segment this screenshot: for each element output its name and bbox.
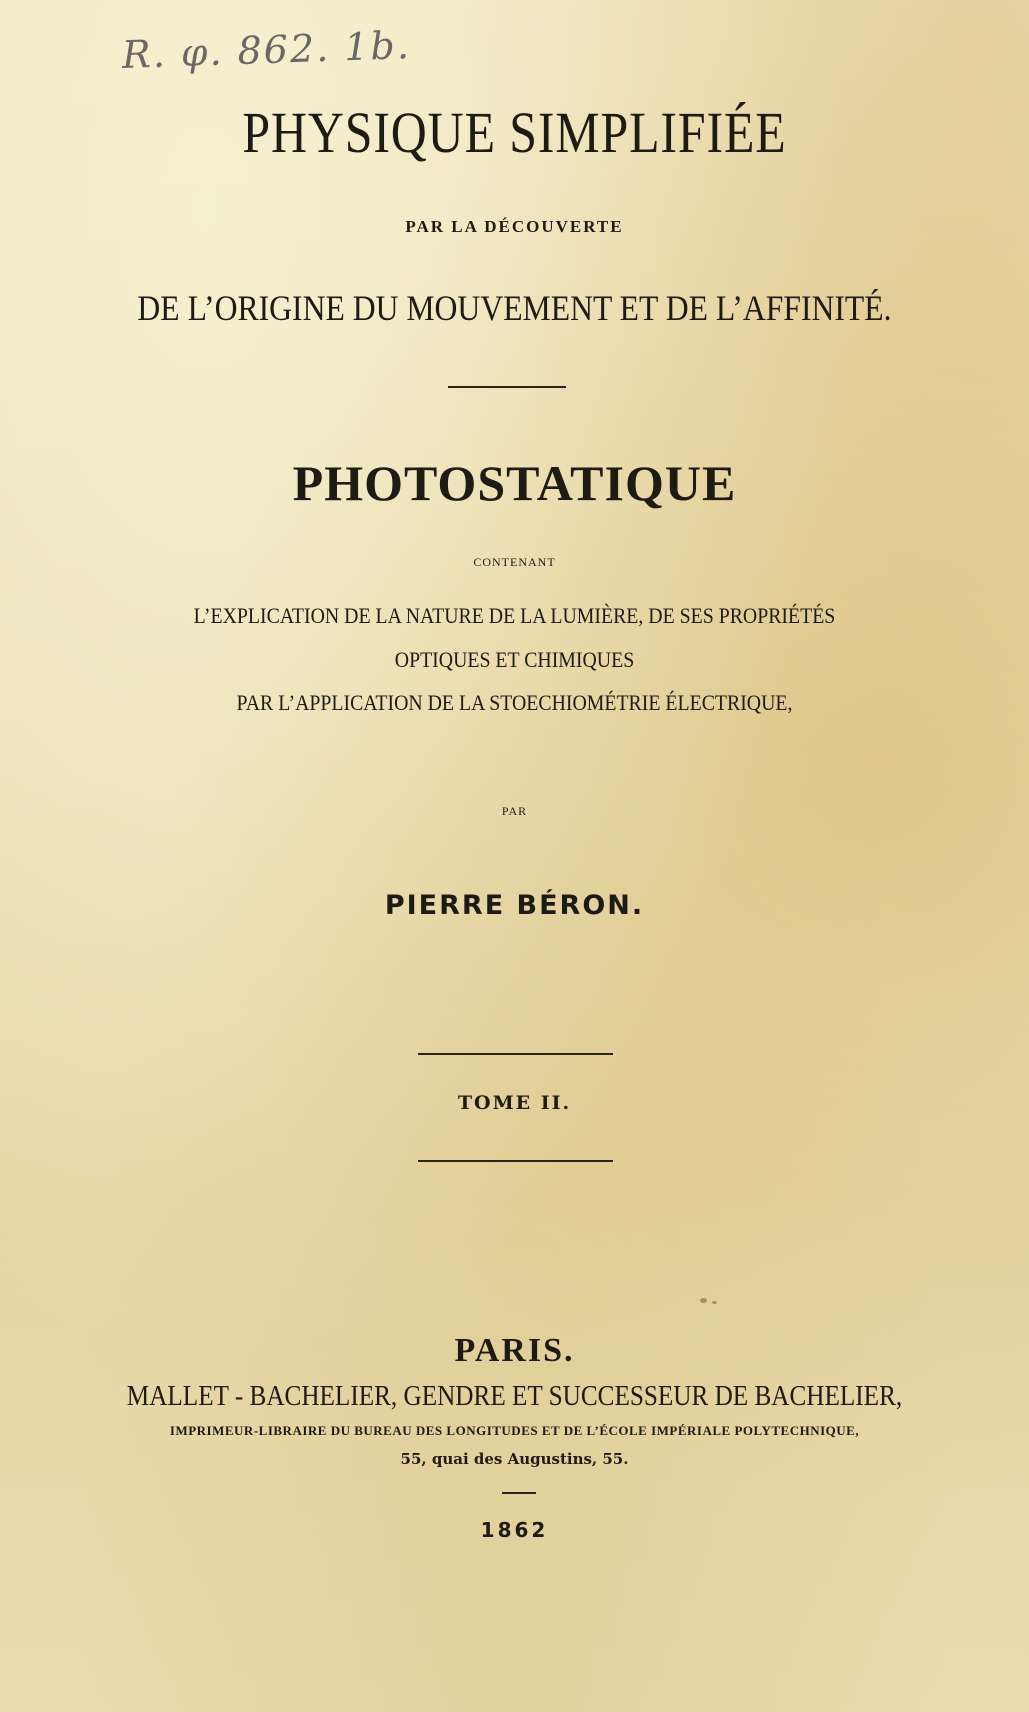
section-title: PHOTOSTATIQUE <box>292 455 737 511</box>
imprint-printer: IMPRIMEUR-LIBRAIRE DU BUREAU DES LONGITUDES ET DE L’ÉCOLE IMPÉRIALE POLYTECHNIQUE, <box>169 1423 860 1438</box>
volume-label: TOME II. <box>457 1092 572 1114</box>
divider-rule-3 <box>418 1160 613 1162</box>
section-contenant: CONTENANT <box>473 555 556 569</box>
author-name: PIERRE BÉRON. <box>384 890 645 921</box>
ink-speck <box>700 1298 707 1303</box>
divider-rule-4 <box>502 1492 536 1494</box>
divider-rule-2 <box>418 1053 613 1055</box>
ink-speck <box>712 1301 717 1304</box>
byline-par: PAR <box>501 804 528 818</box>
imprint-address: 55, quai des Augustins, 55. <box>400 1450 629 1468</box>
section-description-line-1: L’EXPLICATION DE LA NATURE DE LA LUMIÈRE, DE SES PROPRIÉTÉS <box>193 603 836 628</box>
imprint-year: 1862 <box>480 1518 549 1542</box>
book-subtitle-intro: PAR LA DÉCOUVERTE <box>405 217 624 236</box>
library-shelfmark: R. φ. 862. 1b. <box>121 22 412 78</box>
imprint-city: PARIS. <box>454 1332 575 1369</box>
book-title: PHYSIQUE SIMPLIFIÉE <box>242 100 787 165</box>
book-subtitle: DE L’ORIGINE DU MOUVEMENT ET DE L’AFFINITÉ. <box>137 288 892 328</box>
imprint-publisher: MALLET - BACHELIER, GENDRE ET SUCCESSEUR DE BACHELIER, <box>126 1381 903 1412</box>
section-description-line-3: PAR L’APPLICATION DE LA STOECHIOMÉTRIE ÉLECTRIQUE, <box>236 690 793 715</box>
section-description-line-2: OPTIQUES ET CHIMIQUES <box>394 647 635 672</box>
divider-rule-1 <box>448 386 566 388</box>
